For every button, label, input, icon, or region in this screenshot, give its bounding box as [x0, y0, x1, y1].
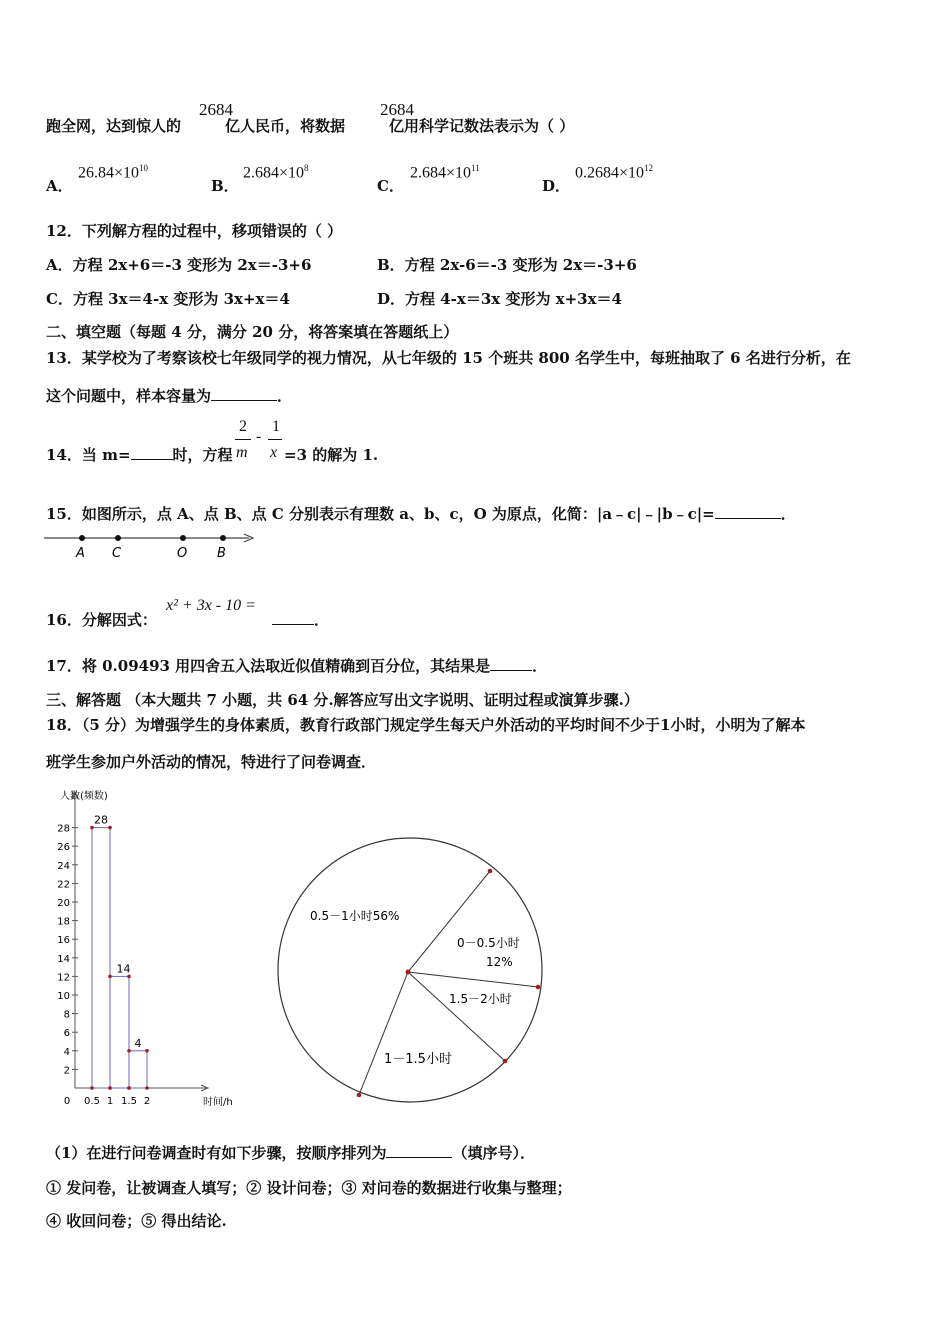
number-line-figure — [44, 528, 264, 562]
q14-frac1-den: m — [236, 444, 248, 461]
point-o-label: O — [177, 546, 188, 561]
point-b-dot — [220, 535, 226, 541]
hist-bar — [129, 1051, 147, 1088]
point-c-label: C — [112, 546, 122, 561]
histogram-chart — [40, 785, 250, 1115]
q12-option-a: A．方程 2x+6＝-3 变形为 2x＝-3+6 — [46, 256, 312, 274]
hist-x-tick-label: 1 — [106, 1096, 114, 1107]
pie-divider-line — [359, 972, 408, 1095]
section-2-heading: 二、填空题（每题 4 分，满分 20 分，将答案填在答题纸上） — [46, 323, 459, 341]
q11-option-b-value: $2.684\times 10^8$ — [243, 163, 309, 182]
hist-y-tick-label: 12 — [57, 972, 70, 984]
q11-number-2684-b: 2684 — [380, 100, 414, 119]
q11-option-c-label: C． — [377, 177, 404, 195]
q14-frac2-num: 1 — [272, 418, 280, 435]
q11-option-c-value: $2.684\times 10^{11}$ — [410, 163, 480, 182]
q11-option-b-label: B． — [211, 177, 239, 195]
hist-bar-value-label: 28 — [94, 813, 108, 827]
point-o-dot — [180, 535, 186, 541]
pie-boundary-dot — [536, 985, 541, 990]
hist-bar-corner — [108, 826, 112, 830]
q16-answer-blank[interactable] — [272, 610, 314, 625]
q15-stem: 15．如图所示，点 A、点 B、点 C 分别表示有理数 a、b、c，O 为原点，化简：|a﹣c|﹣|b﹣c|= ． — [46, 505, 796, 523]
q14-frac1-bar — [235, 439, 251, 440]
hist-bar-base — [145, 1086, 149, 1090]
hist-y-tick-label: 16 — [57, 935, 70, 947]
hist-bar-corner — [145, 1049, 149, 1053]
q11-stem: 跑全网，达到惊人的 亿人民币，将数据 亿用科学记数法表示为（ ） — [46, 117, 575, 135]
pie-label-0-0-5-pct: 12% — [486, 955, 513, 969]
hist-bar — [92, 828, 110, 1088]
q14-frac1-num: 2 — [239, 418, 247, 435]
q13-line-1: 13．某学校为了考察该校七年级同学的视力情况，从七年级的 15 个班共 800 名学生中，每班抽取了 6 名进行分析，在 — [46, 349, 851, 367]
hist-bar-value-label: 14 — [116, 962, 131, 976]
hist-y-tick-label: 10 — [57, 991, 70, 1002]
q11-number-2684-a: 2684 — [199, 100, 233, 119]
hist-y-tick-label: 22 — [57, 879, 70, 891]
hist-x-tick-label: 1.5 — [121, 1096, 137, 1107]
point-b-label: B — [217, 546, 226, 561]
q11-option-a-value: $26.84\times 10^{10}$ — [78, 163, 149, 182]
q14-frac2-bar — [268, 439, 282, 440]
q14-stem: 14．当 m= 时，方程 — [46, 446, 233, 464]
q18-line-2: 班学生参加户外活动的情况，特进行了问卷调查． — [46, 753, 377, 771]
pie-label-0-5-1: 0.5－1小时56% — [310, 909, 400, 923]
pie-boundary-dot — [503, 1059, 508, 1064]
q16-expression: x² + 3x - 10 = — [166, 597, 256, 614]
pie-boundary-dot — [488, 869, 493, 874]
hist-y-label: 人数(频数) — [60, 791, 108, 802]
pie-divider-line — [408, 972, 538, 987]
q15-answer-blank[interactable] — [715, 504, 781, 519]
hist-bar-base — [127, 1086, 131, 1090]
q18-line-1: 18．（5 分）为增强学生的身体素质，教育行政部门规定学生每天户外活动的平均时间不少于1小时，小明为了解本 — [46, 716, 806, 734]
hist-y-tick-label: 6 — [63, 1028, 70, 1040]
q18-answer-blank[interactable] — [386, 1143, 452, 1158]
q14-minus: - — [256, 428, 262, 445]
hist-y-tick-label: 8 — [63, 1009, 70, 1021]
q12-option-c: C．方程 3x＝4-x 变形为 3x+x＝4 — [46, 290, 290, 308]
point-a-label: A — [76, 546, 85, 561]
q14-answer-blank[interactable] — [131, 445, 173, 460]
q13-line-2: 这个问题中，样本容量为 ． — [46, 387, 293, 405]
point-a-dot — [79, 535, 85, 541]
pie-label-0-0-5: 0－0.5小时 — [457, 936, 520, 950]
q17-stem: 17．将 0.09493 用四舍五入法取近似值精确到百分位，其结果是 ． — [46, 657, 548, 675]
pie-label-1-5-2: 1.5－2小时 — [449, 992, 512, 1006]
pie-divider-line — [408, 871, 490, 972]
q18-steps-line-2: ④ 收回问卷；⑤ 得出结论. — [46, 1212, 227, 1230]
hist-y-tick-label: 24 — [57, 860, 70, 872]
q16-blank-wrap: ． — [272, 610, 329, 630]
q11-option-d-value: $0.2684\times 10^{12}$ — [575, 163, 654, 182]
hist-x-tick-label: 2 — [143, 1096, 151, 1107]
point-c-dot — [115, 535, 121, 541]
hist-y-tick-label: 4 — [63, 1046, 70, 1058]
q12-option-d: D．方程 4-x＝3x 变形为 x+3x＝4 — [377, 290, 622, 308]
q12-option-b: B．方程 2x-6＝-3 变形为 2x＝-3+6 — [377, 256, 637, 274]
pie-center-dot — [406, 970, 411, 975]
q16-stem: 16．分解因式： — [46, 611, 157, 629]
q13-answer-blank[interactable] — [211, 386, 277, 401]
q17-answer-blank[interactable] — [490, 656, 532, 671]
hist-y-tick-label: 20 — [57, 898, 70, 909]
q18-steps-line-1: ① 发问卷，让被调查人填写；② 设计问卷；③ 对问卷的数据进行收集与整理； — [46, 1179, 572, 1197]
hist-x-tick-label: 0.5 — [84, 1096, 100, 1107]
hist-y-tick-label: 18 — [57, 916, 70, 928]
hist-bar-corner — [108, 975, 112, 979]
pie-divider-line — [408, 972, 505, 1061]
hist-y-tick-label: 2 — [63, 1065, 70, 1077]
pie-label-1-1-5: 1－1.5小时 — [384, 1052, 452, 1067]
q12-stem: 12．下列解方程的过程中，移项错误的（ ） — [46, 222, 343, 240]
q11-option-d-label: D． — [542, 177, 571, 195]
pie-chart — [270, 835, 555, 1110]
q14-frac2-den: x — [270, 444, 278, 461]
hist-bar-corner — [127, 1049, 131, 1053]
hist-y-tick-label: 26 — [57, 842, 70, 854]
hist-y-tick-label: 14 — [57, 953, 70, 965]
hist-y-tick-label: 28 — [57, 823, 70, 835]
q18-sub1: （1）在进行问卷调查时有如下步骤，按顺序排列为 （填序号）． — [46, 1144, 535, 1162]
hist-x-label: 时间/h — [203, 1097, 233, 1108]
hist-bar — [110, 976, 129, 1088]
hist-bar-base — [108, 1086, 112, 1090]
pie-boundary-dot — [357, 1093, 362, 1098]
q14-tail: =3 的解为 1. — [284, 446, 379, 464]
q11-option-a-label: A． — [46, 177, 73, 195]
section-3-heading: 三、解答题 （本大题共 7 小题，共 64 分.解答应写出文字说明、证明过程或演算步骤.） — [46, 691, 639, 709]
hist-x-tick-label: 0 — [63, 1096, 71, 1107]
hist-bar-value-label: 4 — [134, 1036, 142, 1050]
hist-bar-base — [90, 1086, 94, 1090]
